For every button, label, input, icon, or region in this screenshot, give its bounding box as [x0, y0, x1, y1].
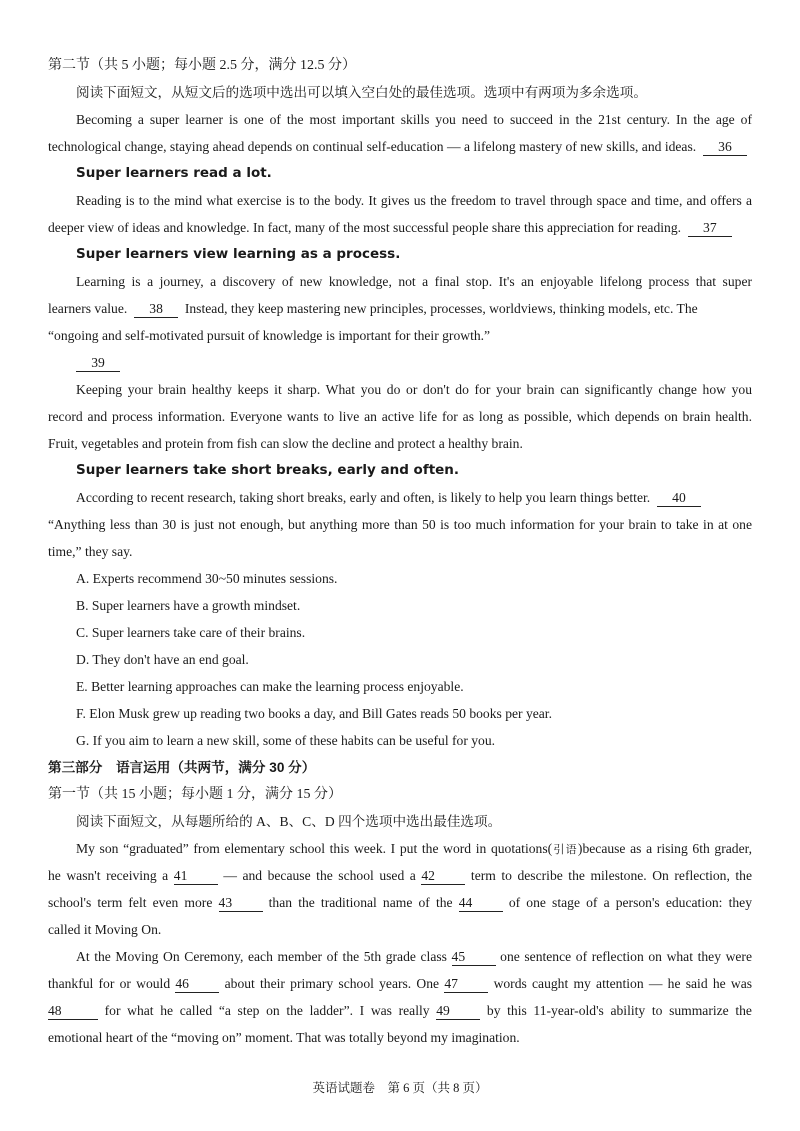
paragraph-line: called it Moving On.: [48, 922, 162, 937]
paragraph-line: emotional heart of the “moving on” moment. That was totally beyond my imagination.: [48, 1030, 520, 1045]
paragraph-line: Keeping your brain healthy keeps it sharp. What you do or don't do for your brain can significantly change how you: [76, 382, 752, 397]
option-c: C. Super learners take care of their brains.: [76, 625, 306, 640]
section-instruction: 阅读下面短文，从每题所给的 A、B、C、D 四个选项中选出最佳选项。: [76, 814, 502, 829]
section-heading: 第一节（共 15 小题；每小题 1 分，满分 15 分）: [48, 787, 342, 802]
blank-43[interactable]: 43: [219, 895, 263, 912]
paragraph-line: Fruit, vegetables and protein from fish can slow the decline and protect a healthy brain.: [48, 436, 523, 451]
subheading: Super learners view learning as a process.: [76, 246, 401, 262]
paragraph-line: school's term felt even more 43 than the traditional name of the 44 of one stage of a person's education: they: [48, 895, 752, 910]
blank-37[interactable]: 37: [688, 220, 732, 237]
option-d: D. They don't have an end goal.: [76, 652, 249, 667]
paragraph-line: Reading is to the mind what exercise is to the body. It gives us the freedom to travel through space and time, and offers a: [76, 193, 752, 208]
exam-page: [48, 52, 752, 1051]
paragraph-line: learners value. 38 Instead, they keep mastering new principles, processes, worldviews, thinking models, etc. The: [48, 301, 698, 316]
option-g: G. If you aim to learn a new skill, some of these habits can be useful for you.: [76, 733, 496, 748]
paragraph-line: he wasn't receiving a 41 — and because the school used a 42 term to describe the milestone. On reflection, the: [48, 868, 753, 883]
blank-46[interactable]: 46: [175, 976, 219, 993]
paragraph-line: Becoming a super learner is one of the most important skills you need to succeed in the 21st century. In the age of: [76, 112, 752, 127]
paragraph-line: Learning is a journey, a discovery of new knowledge, not a final stop. It's an enjoyable lifelong process that super: [76, 274, 752, 289]
paragraph-line: deeper view of ideas and knowledge. In fact, many of the most successful people share this appreciation for reading. 37: [48, 214, 752, 241]
blank-47[interactable]: 47: [444, 976, 488, 993]
blank-line: [48, 349, 752, 376]
blank-38[interactable]: 38: [134, 301, 178, 318]
blank-40[interactable]: 40: [657, 490, 701, 507]
option-b: B. Super learners have a growth mindset.: [76, 598, 301, 613]
annotation: 引语: [552, 843, 578, 856]
subheading: Super learners take short breaks, early and often.: [76, 462, 460, 478]
option-f: F. Elon Musk grew up reading two books a day, and Bill Gates reads 50 books per year.: [76, 706, 552, 721]
blank-36[interactable]: 36: [703, 139, 747, 156]
option-e: E. Better learning approaches can make the learning process enjoyable.: [76, 679, 464, 694]
blank-48[interactable]: 48: [48, 1003, 98, 1020]
subheading: Super learners read a lot.: [76, 165, 272, 181]
part-heading: 第三部分 语言运用（共两节，满分 30 分）: [48, 760, 316, 775]
section-heading: 第二节（共 5 小题；每小题 2.5 分，满分 12.5 分）: [48, 58, 356, 73]
paragraph-line: “Anything less than 30 is just not enough, but anything more than 50 is too much information for your brain to take in at one: [48, 517, 752, 532]
paragraph-line: thankful for or would 46 about their primary school years. One 47 words caught my attention — he said he was: [48, 976, 753, 991]
paragraph-line: 48 for what he called “a step on the ladder”. I was really 49 by this 11-year-old's ability to summarize the: [48, 1003, 752, 1018]
blank-42[interactable]: 42: [421, 868, 465, 885]
paragraph-line: time,” they say.: [48, 544, 133, 559]
paragraph-line: “ongoing and self-motivated pursuit of knowledge is important for their growth.”: [48, 328, 491, 343]
section-instruction: 阅读下面短文，从短文后的选项中选出可以填入空白处的最佳选项。选项中有两项为多余选项。: [76, 85, 647, 100]
blank-41[interactable]: 41: [174, 868, 218, 885]
blank-45[interactable]: 45: [452, 949, 496, 966]
blank-49[interactable]: 49: [436, 1003, 480, 1020]
paragraph-line: record and process information. Everyone wants to live an active life for as long as possible, which depends on brain health.: [48, 409, 752, 424]
option-a: A. Experts recommend 30~50 minutes sessions.: [76, 571, 338, 586]
paragraph-line: According to recent research, taking short breaks, early and often, is likely to help you learn things better. 40: [48, 484, 752, 511]
page-footer: 英语试题卷 第 6 页（共 8 页）: [312, 1081, 488, 1095]
blank-44[interactable]: 44: [459, 895, 503, 912]
paragraph-line: My son “graduated” from elementary school this week. I put the word in quotations(引语)because as a rising 6th grader,: [76, 841, 752, 856]
paragraph-line: technological change, staying ahead depends on continual self-education — a lifelong mastery of new skills, and ideas. 36: [48, 133, 752, 160]
blank-39[interactable]: 39: [76, 355, 120, 372]
paragraph-line: At the Moving On Ceremony, each member of the 5th grade class 45 one sentence of reflection on what they were: [76, 949, 752, 964]
